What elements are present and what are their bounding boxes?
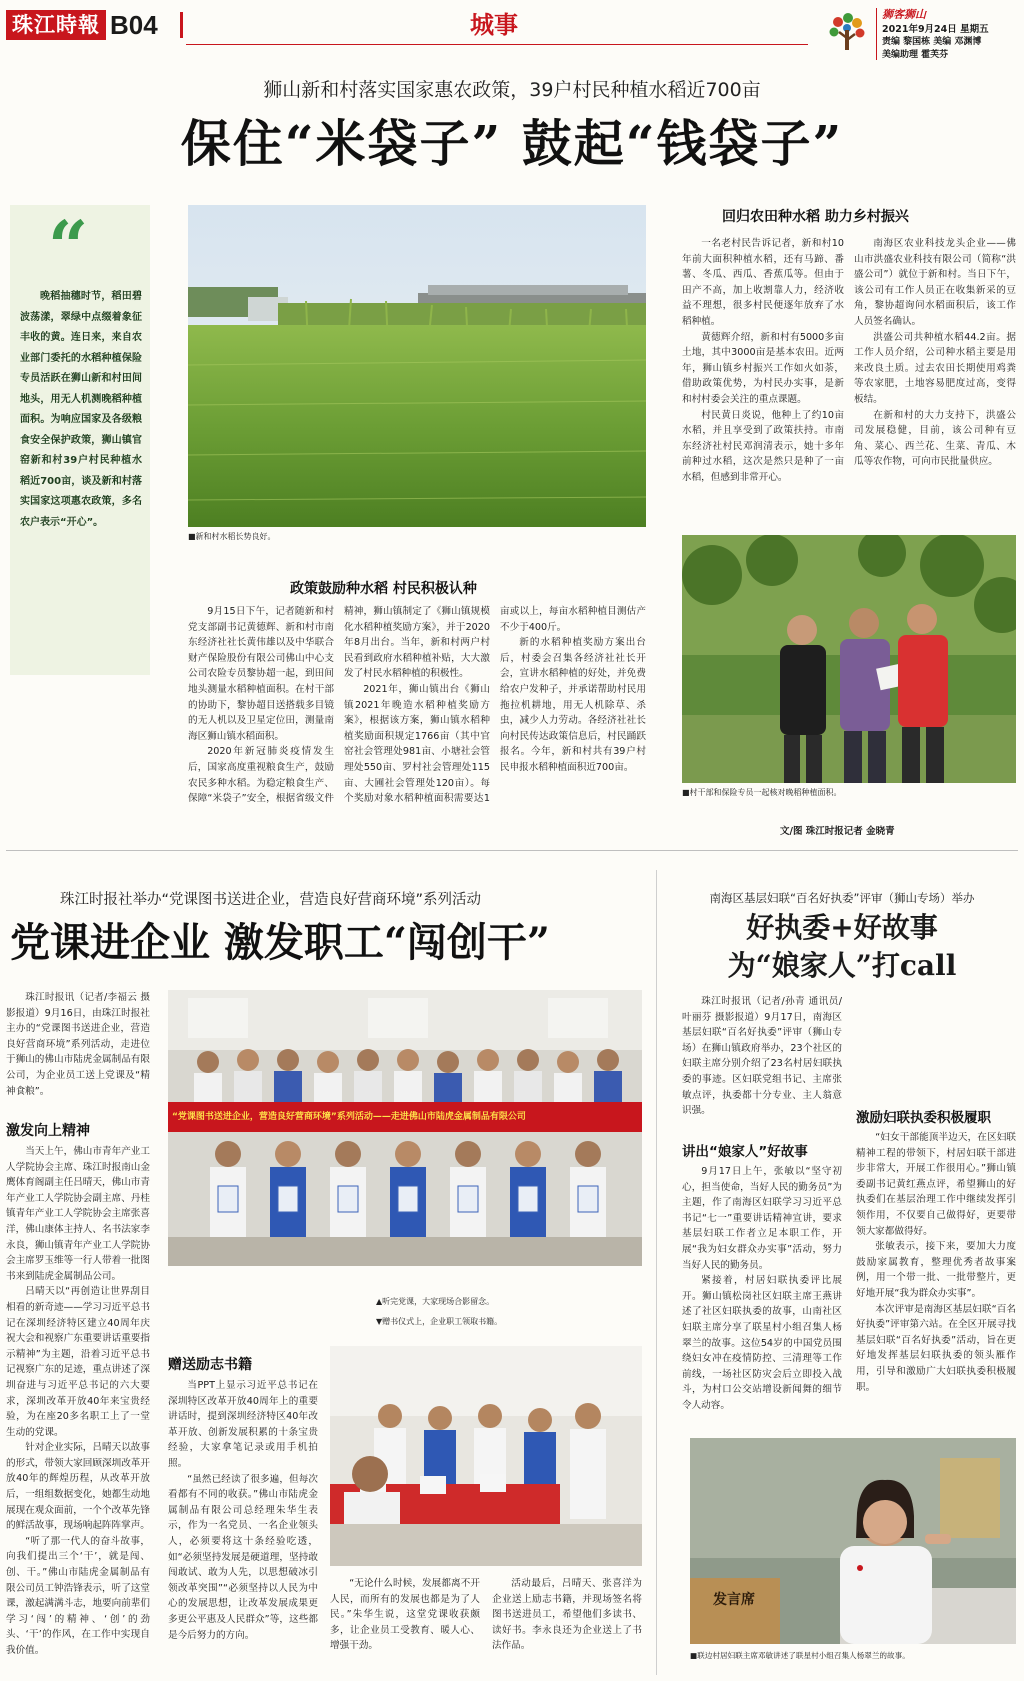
rice-photo-caption: ■新和村水稻长势良好。 (188, 532, 276, 541)
quote-mark-icon: “ (48, 205, 89, 288)
women-sub1-paragraph: 9月17日上午，张敏以“坚守初心，担当使命，当好人民的勤务员”为主题，作了南海区妇联学习习近平总书记“七一”重要讲话精神宣讲，要求基层妇联工作者立足本职工作，开展“我为妇女群众办实事”活动，努力当好人民的勤务员。 (682, 1166, 842, 1271)
speaker-desk-sign: 发言席 (713, 1592, 755, 1608)
women-sub1-paragraph: 紧接着，村居妇联执委评比展开。狮山镇松岗社区妇联主席王燕讲述了社区妇联执委的故事，山南社区妇联主席分享了联星村小组召集人杨翠兰的故事。这位54岁的中国党员围绕妇女冲在疫情防控、三清理等工作前线，一场社区防灾会后立即投入战斗，为村口公交站增设新闻舞的细节令人动容。 (682, 1275, 842, 1411)
women-col-1 (682, 994, 842, 1124)
lead-summary-text: 晚稻抽穗时节，稻田碧波荡漾，翠绿中点缀着象征丰收的黄。连日来，来自农业部门委托的水稻种植保险专员活跃在狮山新和村田间地头，用无人机测晚稻种植面积。为响应国家及各级粮食安全保护政策，狮山镇官窑新和村39户村民种植水稻近700亩，谈及新和村落实国家这项惠农政策，多名农户表示“开心”。 (20, 291, 142, 528)
lead-sub1-paragraph: 9月15日下午，记者随新和村党支部副书记黄德辉、新和村市南东经济社社长黄伟雄以及中华联合财产保险股份有限公司佛山中心支公司农险专员黎协超一起，到田间地头测量水稻种植面积。在村干部的协助下，黎协超目送搭载多目镜的无人机以及卫星定位田，测量南海区狮山镇水稻面积。 (188, 606, 334, 742)
lead-summary-box (10, 205, 150, 675)
speaker-photo (690, 1438, 1016, 1644)
sub-logo-text: 狮客狮山 (882, 8, 926, 21)
women-sub2-paragraph: 张敏表示，接下来，要加大力度鼓励家属教育，整理优秀者故事案例，用一个带一批、一批带整片，更好地开展“我为群众办实事”。 (856, 1241, 1016, 1299)
page-number: B04 (110, 10, 158, 40)
party-subhead-2: 赠送励志书籍 (168, 1357, 252, 1373)
group-photo-caption: ▲听完党课，大家现场合影留念。 (376, 1297, 495, 1306)
party-sub2-paragraph: “虽然已经读了很多遍，但每次看都有不同的收获。”佛山市陆虎金属制品有限公司总经理朱华生表示，作为一名党员、一名企业领头人，必须要将这十条经验吃透，如“必须坚持发展是硬道理，坚持敢闯敢试、敢为人先，以思想破冰引领改革突围”“必须坚持以人民为中心的发展思想，让改革发展成果更多更公平惠及人民群众”等，这些都是今后努力的方向。 (168, 1473, 318, 1641)
party-sub2-body-a (168, 1378, 318, 1676)
lead-headline: 保住“米袋子” 鼓起“钱袋子” (180, 114, 844, 173)
party-sub2-paragraph: 当PPT上显示习近平总书记在深圳特区改革开放40周年上的重要讲话时，提到深圳经济特区40年改革开放、创新发展积累的十条宝贵经验，大家拿笔记录或用手机拍照。 (168, 1380, 318, 1469)
masthead-logo (6, 10, 106, 40)
event-banner-text: “党课图书送进企业，营造良好营商环境”系列活动——走进佛山市陆虎金属制品有限公司 (172, 1112, 526, 1122)
women-kicker: 南海区基层妇联“百名好执委”评审（狮山专场）举办 (709, 891, 975, 905)
editors-line-1: 责编 黎国栋 美编 邓渊博 (882, 37, 982, 47)
party-kicker: 珠江时报社举办“党课图书送进企业，营造良好营商环境”系列活动 (60, 892, 482, 908)
book-gift-photo (330, 1346, 642, 1566)
lead-sub1-paragraph: 2021年，狮山镇出台《狮山镇2021年晚造水稻种植奖励方案》，根据该方案，狮山镇水稻种植奖励面积规定1766亩（其中官窑社会管理处981亩、小塘社会管理处550亩、罗村社会管理处115亩、大圃社会管理处120亩）。每个奖励对象水稻种植面积需要达1亩或以上，每亩水稻种植目测估产不少于400斤。 (344, 606, 646, 805)
women-headline-2: 为“娘家人”打call (727, 949, 957, 982)
party-sub2-paragraph: 活动最后，吕晴天、张喜洋为企业送上励志书籍，并现场签名将图书送进员工，希望他们多读书、读好书。李永良还为企业送上了书法作品。 (492, 1578, 642, 1652)
women-sub1-body (682, 1164, 842, 1426)
rice-field-photo (188, 205, 646, 527)
lead-sub2-body (682, 236, 1016, 512)
party-sub2-body-b (330, 1576, 480, 1676)
lead-sub2-paragraph: 一名老村民告诉记者，新和村10年前大面积种植水稻，还有马蹄、番薯、冬瓜、西瓜、香蕉瓜等。但由于田产不高，加上收割靠人力，经济收益不理想，很多村民便逐年放弃了水稻种植。 (682, 238, 844, 327)
women-lead-paragraph: 珠江时报讯（记者/孙青 通讯员/叶丽芬 摄影报道）9月17日，南海区基层妇联“百名好执委”评审（狮山专场）在狮山镇政府举办，23个社区的妇联主席分别介绍了23名村居妇联执委的事迹。区妇联党组书记、主席张敏点评，执委都十分专业、主人翁意识强。 (682, 996, 842, 1117)
group-photo (168, 990, 642, 1266)
header-underline (186, 44, 808, 45)
lead-sub2-paragraph: 南海区农业科技龙头企业——佛山市洪盛农业科技有限公司（简称“洪盛公司”）就位于新和村。当日下午，该公司有工作人员正在收集新采的豆角，黎协超询问水稻面积后，该工作人员签名确认。 (854, 238, 1016, 327)
editors-line-2: 美编助理 霍芙芬 (882, 50, 949, 60)
tree-logo-icon (824, 10, 870, 56)
women-subhead-2: 激励妇联执委积极履职 (856, 1110, 991, 1126)
lead-sub2-paragraph: 洪盛公司共种植水稻44.2亩。据工作人员介绍，公司种水稻主要是用来改良土质。过去农田长期使用鸡粪等农家肥，土地容易肥度过高，变得板结。 (854, 331, 1016, 405)
lead-byline: 文/图 珠江时报记者 金晓青 (780, 826, 895, 837)
header-divider (180, 12, 183, 38)
section-name: 城事 (470, 10, 518, 39)
lead-subhead-1: 政策鼓励种水稻 村民积极认种 (290, 581, 477, 597)
party-subhead-1: 激发向上精神 (6, 1123, 90, 1139)
party-lead-text (6, 990, 150, 1104)
lead-kicker: 狮山新和村落实国家惠农政策，39户村民种植水稻近700亩 (263, 79, 761, 101)
party-sub1-paragraph: 吕晴天以“再创造让世界刮目相看的新奇迹——学习习近平总书记在深圳经济特区建立40周年庆祝大会和视察广东重要讲话重要指示精神”为主题，沿着习近平总书记视察广东的足迹，重点讲述了深圳奋进与习近平总书记的六大要求，深圳改革开放40年来宝贵经验，为在座20多名职工上了一堂生动的党课。 (6, 1286, 150, 1438)
women-subhead-1: 讲出“娘家人”好故事 (682, 1144, 808, 1160)
women-sub2-paragraph: 本次评审是南海区基层妇联“百名好执委”评审第六站。在全区开展寻找基层妇联“百名好执委”活动，旨在更好地发挥基层妇联执委的领头雁作用，引导和激励广大妇联执委积极履职。 (856, 1303, 1016, 1393)
column-divider (656, 870, 657, 1675)
lead-sub1-body (188, 604, 646, 824)
lead-subhead-2: 回归农田种水稻 助力乡村振兴 (722, 209, 909, 225)
lead-sub2-paragraph: 村民黄日炎说，他种上了约10亩水稻，并且享受到了政策扶持。市南东经济社村民邓润清表示，她十多年前种过水稻，这次是然只是种了一亩水稻，但感到非常开心。 (682, 409, 844, 483)
lead-sub1-paragraph: 新的水稻种植奖励方案出台后，村委会召集各经济社社长开会，宣讲水稻种植的好处，并免费给农户发种子，并承诺帮助村民用拖拉机耕地，用无人机除草、杀虫，减少人力劳动。各经济社社长向村民传达政策信息后，村民踊跃报名。今年，新和村共有39户村民申报水稻种植面积近700亩。 (500, 637, 646, 773)
women-sub2-body (856, 1130, 1016, 1426)
party-sub1-paragraph: 针对企业实际，吕晴天以故事的形式，带领大家回顾深圳改革开放40年的辉煌历程，从改革开放后，一组组数据变化，她都生动地展现在观众面前，一个个改革先锋的鲜活故事，现场响起阵阵掌声。 (6, 1442, 150, 1532)
header-vrule (876, 8, 877, 60)
farmers-photo-caption: ■村干部和保险专员一起核对晚稻种植面积。 (682, 788, 842, 797)
masthead-logo-text: 珠江時報 (12, 12, 100, 37)
party-sub1-paragraph: 当天上午，佛山市青年产业工人学院协会主席、珠江时报南山金鹰体育阁副主任吕晴天，佛山市青年产业工人学院协会副主席、丹桂镇青年产业工人学院协会主席张喜洋，佛山康体主持人、名书法家李永良，狮山镇青年产业工人学院协会主席罗玉维等一行人带着一批图书来到陆虎金属制品公司。 (6, 1146, 150, 1282)
party-sub1-continued (168, 1288, 318, 1350)
women-sub2-paragraph: “妇女干部能顶半边天，在区妇联精神工程的带领下，村居妇联干部进步非常大，开展工作很用心。”狮山镇委副书记黄红燕点评，希望狮山的好执委们在基层治理工作中继续发挥引领作用，不仅要自己做得好，更要带领大家都做得好。 (856, 1132, 1016, 1237)
party-headline: 党课进企业 激发职工“闯创干” (10, 919, 550, 966)
lead-sub1-paragraph: 2020年新冠肺炎疫情发生后，国家高度重视粮食生产，鼓励农民多种水稻。为稳定粮食生产、保障“米袋子”安全，根据省级文件精神，狮山镇制定了《狮山镇规模化水稻种植奖励方案》，并于2020年8月出台。当年，新和村两户村民看到政府水稻种植补贴，大大激发了村民水稻种植的积极性。 (188, 606, 490, 805)
speaker-photo-caption: ■联边村居妇联主席邓敏讲述了联星村小组召集人杨翠兰的故事。 (690, 1651, 910, 1660)
party-sub2-body-c (492, 1576, 642, 1676)
party-sub2-paragraph: “无论什么时候，发展都离不开人民，而所有的发展也都是为了人民。”朱华生说，这堂党课收获颇多，让企业员工受教育、暖人心、增强干劲。 (330, 1578, 480, 1652)
section-divider (6, 850, 1018, 851)
party-lead-paragraph: 珠江时报讯（记者/李福云 摄影报道）9月16日，由珠江时报社主办的“党课图书送进企业，营造良好营商环境”系列活动，走进位于狮山的佛山市陆虎金属制品有限公司，为企业员工送上党课及“精神食粮”。 (6, 992, 150, 1097)
party-sub1-body (6, 1144, 150, 1676)
lead-sub2-paragraph: 黄德辉介绍，新和村有5000多亩土地，其中3000亩是基本农田。近两年，狮山镇乡村振兴工作如火如荼，借助政策优势，为村民办实事，是新和村村委会关注的重点课题。 (682, 331, 844, 405)
issue-date: 2021年9月24日 星期五 (882, 24, 989, 35)
women-headline-1: 好执委+好故事 (746, 911, 938, 944)
farmers-photo (682, 535, 1016, 783)
party-sub1-paragraph: “听了那一代人的奋斗故事，向我们提出三个‘干’，就是闯、创、干。”佛山市陆虎金属制品有限公司员工钟浩锋表示，听了这堂课，激起满满斗志，地要向前辈们学习‘闯’的精神、‘创’的劲头、‘干’的作风，在工作中实现自我价值。 (6, 1535, 150, 1656)
book-photo-caption: ▼赠书仪式上，企业职工领取书籍。 (376, 1317, 503, 1326)
lead-sub2-paragraph: 在新和村的大力支持下，洪盛公司发展稳健，目前，该公司种有豆角、菜心、西兰花、生菜、青瓜、木瓜等农作物，可向市民批量供应。 (854, 409, 1016, 468)
